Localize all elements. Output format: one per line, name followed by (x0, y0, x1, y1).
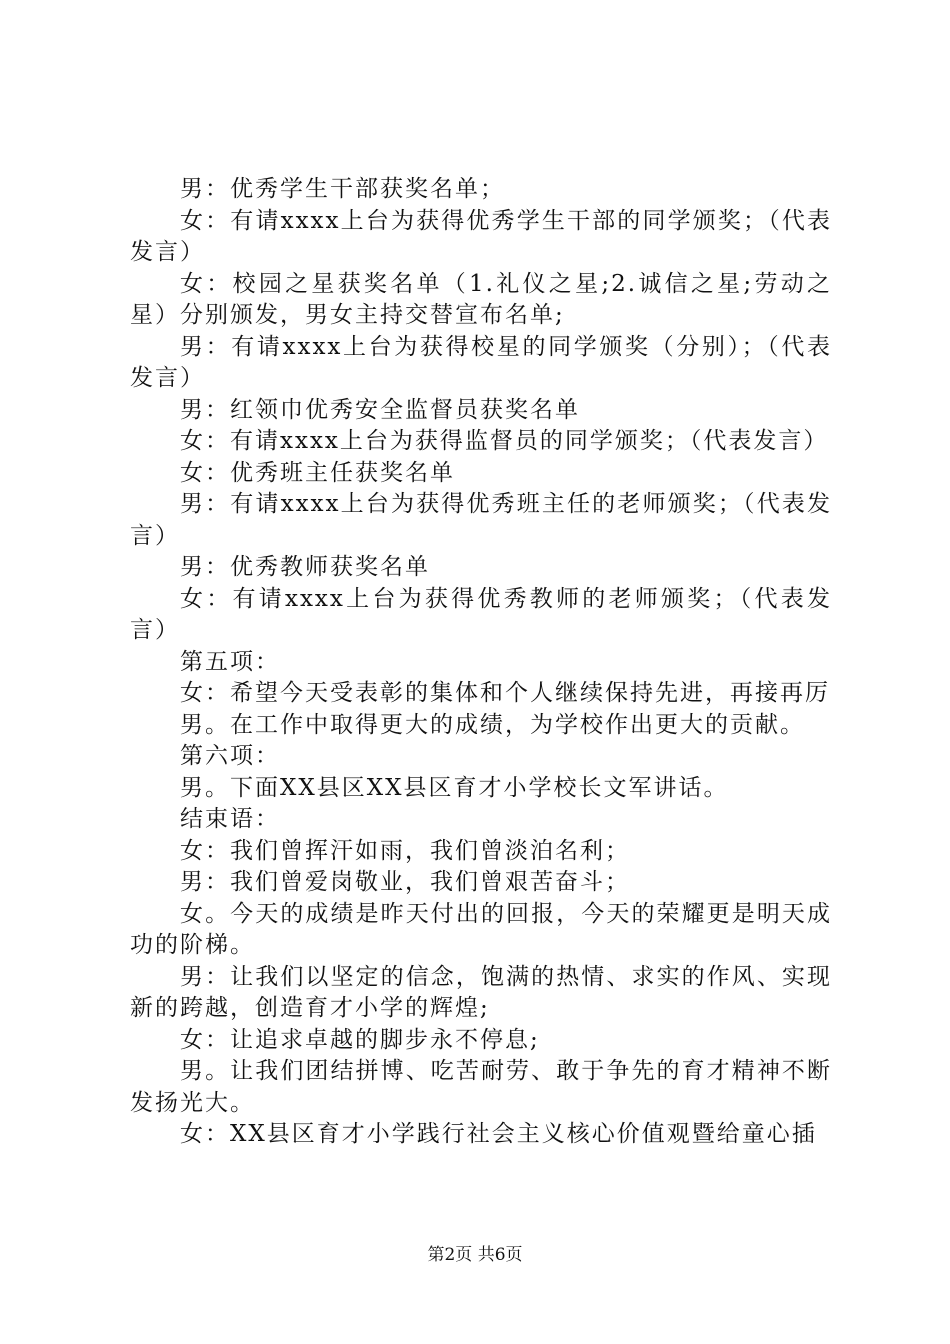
paragraph: 男：红领巾优秀安全监督员获奖名单 (180, 396, 580, 423)
paragraph: 男。下面XX县区XX县区育才小学校长文军讲话。 (180, 774, 729, 801)
paragraph: 女：XX县区育才小学践行社会主义核心价值观暨给童心插 (180, 1121, 817, 1147)
paragraph: 女：有请xxxx上台为获得监督员的同学颁奖；（代表发言） (180, 428, 829, 454)
section-heading: 第六项： (180, 743, 280, 769)
page-footer (0, 1244, 950, 1266)
paragraph: 男。让我们团结拼博、吃苦耐劳、敢于争先的育才精神不断发扬光大。 (130, 1058, 832, 1116)
paragraph: 女：校园之星获奖名单（1.礼仪之星;2.诚信之星;劳动之星）分别颁发，男女主持交替宣布名单; (130, 270, 832, 328)
paragraph: 女：有请xxxx上台为获得优秀教师的老师颁奖；（代表发言） (130, 585, 832, 643)
paragraph: 女：我们曾挥汗如雨，我们曾淡泊名利； (180, 837, 630, 864)
paragraph: 女。今天的成绩是昨天付出的回报，今天的荣耀更是明天成功的阶梯。 (130, 900, 832, 958)
paragraph: 女：优秀班主任获奖名单 (180, 459, 455, 486)
paragraph: 男：优秀教师获奖名单 (180, 554, 430, 580)
page-number-label: 第2页 共6页 (427, 1245, 523, 1265)
paragraph: 女：希望今天受表彰的集体和个人继续保持先进，再接再厉 (180, 680, 830, 706)
section-heading: 第五项： (180, 648, 280, 675)
paragraph: 男：让我们以坚定的信念，饱满的热情、求实的作风、实现新的跨越，创造育才小学的辉煌; (130, 963, 832, 1021)
paragraph: 男。在工作中取得更大的成绩，为学校作出更大的贡献。 (180, 711, 805, 738)
paragraph: 女：让追求卓越的脚步永不停息; (180, 1026, 540, 1053)
paragraph: 男：有请xxxx上台为获得优秀班主任的老师颁奖；（代表发言） (130, 491, 832, 549)
paragraph: 女：有请xxxx上台为获得优秀学生干部的同学颁奖；（代表发言） (130, 207, 832, 265)
paragraph: 男：我们曾爱岗敬业，我们曾艰苦奋斗； (180, 869, 630, 895)
section-heading: 结束语： (180, 806, 280, 832)
paragraph: 男：优秀学生干部获奖名单； (180, 176, 505, 202)
document-body (130, 174, 832, 1151)
paragraph: 男：有请xxxx上台为获得校星的同学颁奖（分别）；（代表发言） (130, 333, 832, 391)
